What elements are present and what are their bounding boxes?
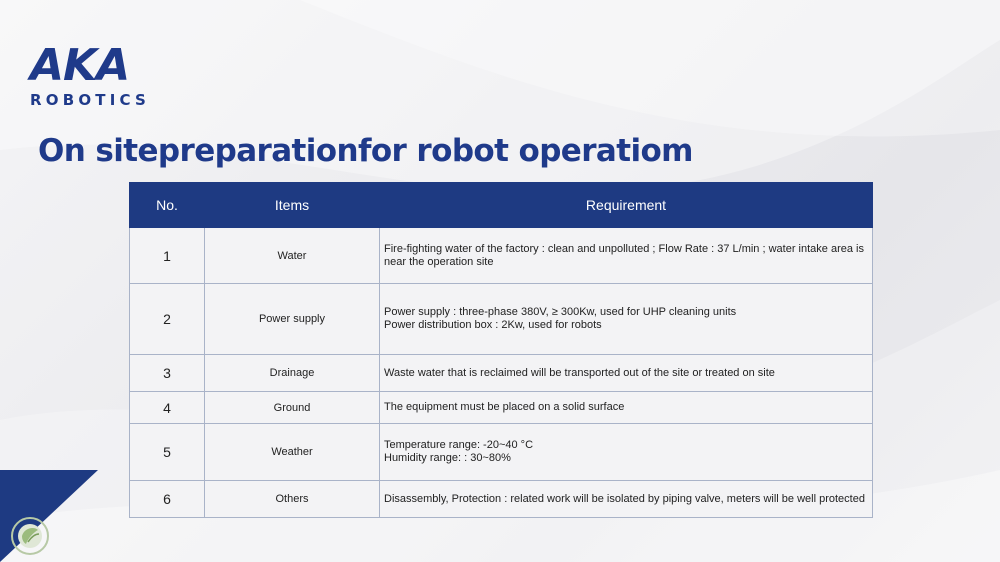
requirement-line: Disassembly, Protection : related work will be isolated by piping valve, meters will be well protected (384, 492, 865, 505)
row-no: 4 (130, 392, 205, 424)
row-no: 1 (130, 228, 205, 284)
row-item: Water (205, 228, 380, 284)
table-row (130, 284, 873, 355)
row-item: Power supply (205, 284, 380, 355)
requirement-line: The equipment must be placed on a solid surface (384, 401, 625, 413)
logo-subtitle: ROBOTICS (30, 91, 150, 109)
table-row (130, 228, 873, 284)
table-row (130, 481, 873, 518)
row-requirement (380, 392, 873, 424)
header-requirement: Requirement (380, 183, 873, 228)
table-row (130, 355, 873, 392)
row-requirement (380, 355, 873, 392)
row-item: Ground (205, 392, 380, 424)
row-no: 3 (130, 355, 205, 392)
table-row (130, 392, 873, 424)
row-item: Weather (205, 424, 380, 481)
row-requirement (380, 481, 873, 518)
requirement-line: Power distribution box : 2Kw, used for robots (384, 319, 602, 331)
page-title: On sitepreparationfor robot operatiom (38, 133, 693, 169)
requirements-table (129, 182, 873, 518)
requirement-line: Temperature range: -20~40 °C (384, 439, 534, 451)
row-no: 2 (130, 284, 205, 355)
row-item: Others (205, 481, 380, 518)
table-header-row (130, 183, 873, 228)
row-requirement (380, 284, 873, 355)
header-items: Items (205, 183, 380, 228)
row-requirement (380, 424, 873, 481)
requirement-line: Humidity range: : 30~80% (384, 452, 511, 464)
requirement-line: Waste water that is reclaimed will be transported out of the site or treated on site (384, 366, 775, 379)
requirement-line: Power supply : three-phase 380V, ≥ 300Kw, used for UHP cleaning units (384, 306, 737, 318)
row-requirement (380, 228, 873, 284)
requirement-line: Fire-fighting water of the factory : clean and unpolluted ; Flow Rate : 37 L/min ; water intake area is near the operation site (384, 242, 864, 268)
aka-robotics-logo (30, 40, 170, 109)
row-no: 5 (130, 424, 205, 481)
logo-brand: AKA (30, 40, 130, 91)
row-item: Drainage (205, 355, 380, 392)
leaf-badge-icon (6, 514, 58, 558)
header-no: No. (130, 183, 205, 228)
row-no: 6 (130, 481, 205, 518)
table-row (130, 424, 873, 481)
